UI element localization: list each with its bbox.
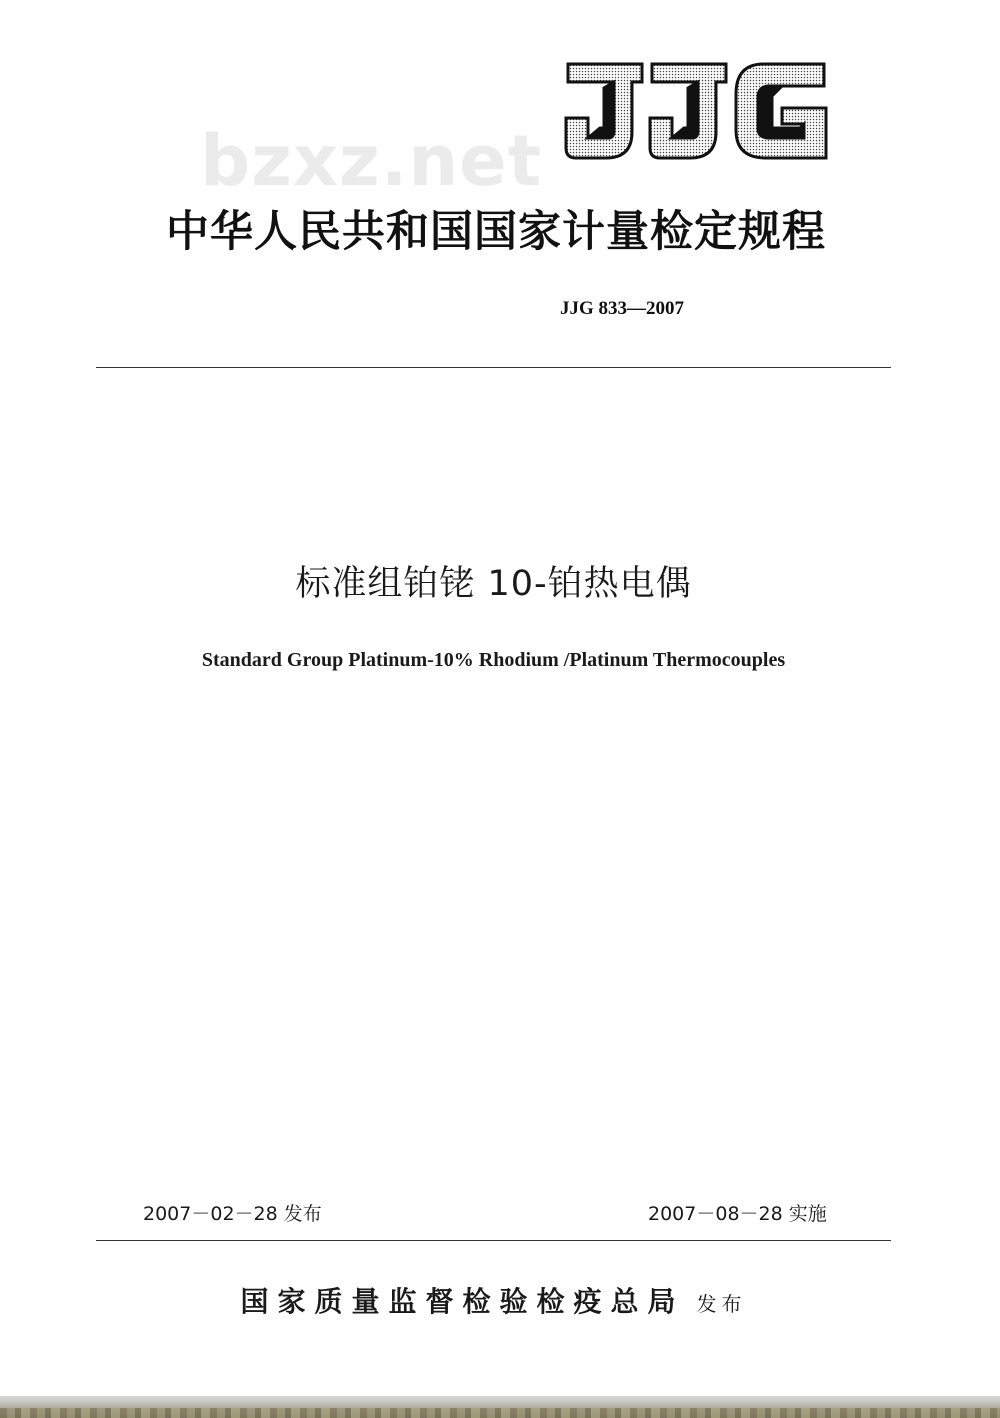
main-heading: 中华人民共和国国家计量检定规程 — [166, 207, 826, 257]
standard-number: JJG 833—2007 — [560, 298, 685, 319]
bottom-divider — [96, 1240, 891, 1241]
issue-date: 2007－02－28 发布 — [143, 1203, 322, 1225]
document-title-chinese: 标准组铂铑 10-铂热电偶 — [295, 564, 692, 604]
publisher-line — [96, 1280, 891, 1320]
publisher-name: 国家质量监督检验检疫总局 — [240, 1285, 685, 1318]
page-bottom-edge — [0, 1396, 1000, 1418]
top-divider — [96, 367, 891, 368]
jjg-logo — [560, 58, 832, 164]
publish-label: 发布 — [696, 1292, 747, 1316]
implementation-date: 2007－08－28 实施 — [648, 1203, 827, 1225]
watermark-text: bzxz.net — [200, 120, 543, 202]
document-title-english: Standard Group Platinum-10% Rhodium /Platinum Thermocouples — [201, 649, 786, 671]
